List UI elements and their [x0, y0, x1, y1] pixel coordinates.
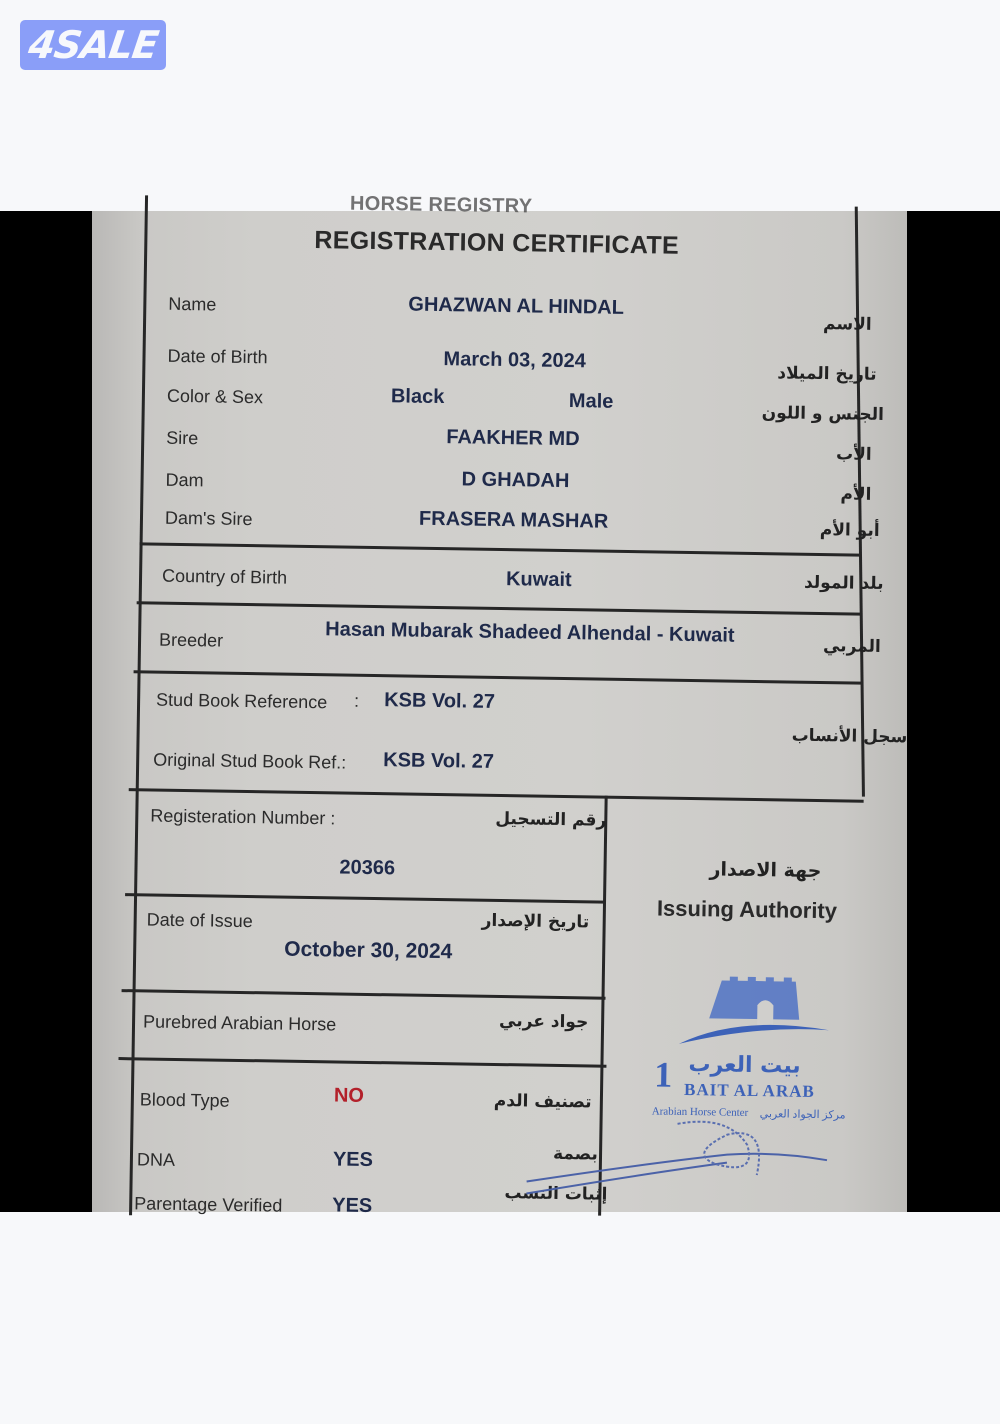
- country-label-ar: بلد المولد: [803, 572, 884, 595]
- stamp-name-ar: بيت العرب: [688, 1052, 801, 1079]
- reg-number-label: Registeration Number :: [150, 805, 336, 829]
- issue-date-label-ar: تاريخ الإصدار: [481, 910, 590, 933]
- stamp-subtitle: Arabian Horse Center: [651, 1105, 749, 1119]
- blood-type-label-ar: تصنيف الدم: [493, 1090, 592, 1113]
- stud-book-sep: :: [353, 690, 360, 711]
- issue-date-value: October 30, 2024: [284, 937, 453, 964]
- breeder-label: Breeder: [158, 629, 224, 651]
- blood-type-label: Blood Type: [139, 1089, 230, 1111]
- purebred-label: Purebred Arabian Horse: [142, 1011, 337, 1035]
- certificate-title: REGISTRATION CERTIFICATE: [314, 226, 680, 260]
- name-label: Name: [168, 293, 217, 315]
- parentage-label-ar: إثبات النسب: [504, 1183, 608, 1205]
- name-value: GHAZWAN AL HINDAL: [408, 293, 625, 319]
- sire-value: FAAKHER MD: [446, 426, 580, 451]
- dob-label: Date of Birth: [167, 345, 268, 368]
- country-label: Country of Birth: [161, 565, 288, 588]
- color-sex-label: Color & Sex: [166, 385, 264, 408]
- stamp-subtitle-ar: مركز الجواد العربي: [759, 1108, 846, 1122]
- reg-number-label-ar: رقم التسجيل: [495, 808, 607, 831]
- certificate-paper: [84, 192, 915, 1219]
- sire-label: Sire: [166, 427, 199, 449]
- dna-value: YES: [332, 1148, 374, 1172]
- issuing-authority-stamp: [636, 973, 860, 1216]
- sire-label-ar: الأب: [835, 444, 872, 465]
- stud-book-label-ar: سجل الأنساب: [791, 725, 908, 748]
- castle-icon: [659, 974, 860, 1057]
- stud-book-value: KSB Vol. 27: [383, 689, 496, 713]
- signature-icon: [526, 1111, 828, 1216]
- issuing-authority-label: Issuing Authority: [656, 895, 838, 924]
- divider: [118, 1057, 606, 1068]
- orig-stud-book-value: KSB Vol. 27: [383, 749, 495, 773]
- orig-stud-book-label: Original Stud Book Ref.:: [153, 749, 347, 773]
- divider: [125, 893, 605, 904]
- parentage-label: Parentage Verified: [134, 1193, 283, 1216]
- registry-header: HORSE REGISTRY: [349, 192, 533, 218]
- dna-label-ar: بصمة: [552, 1143, 599, 1165]
- issuing-authority-label-ar: جهة الاصدار: [709, 858, 822, 883]
- color-value: Black: [390, 385, 445, 409]
- dams-sire-label: Dam's Sire: [164, 507, 253, 530]
- certificate-photo[interactable]: [92, 192, 908, 1218]
- name-label-ar: الاسم: [822, 314, 872, 335]
- stud-book-label: Stud Book Reference: [155, 689, 328, 713]
- certificate-photo-frame: [0, 192, 1000, 1218]
- dams-sire-value: FRASERA MASHAR: [418, 507, 609, 533]
- stamp-name-en: BAIT AL ARAB: [683, 1079, 815, 1101]
- border-left: [129, 195, 148, 1215]
- brand-logo[interactable]: [20, 20, 166, 70]
- dob-label-ar: تاريخ الميلاد: [777, 363, 877, 385]
- brand-logo-text: 4SALE: [25, 23, 161, 67]
- blood-type-value: NO: [333, 1084, 365, 1107]
- dam-label: Dam: [165, 469, 204, 491]
- color-sex-label-ar: الجنس و اللون: [761, 403, 885, 425]
- dams-sire-label-ar: أبو الأم: [819, 520, 880, 541]
- issue-date-label: Date of Issue: [146, 909, 253, 932]
- dna-label: DNA: [136, 1149, 176, 1170]
- dob-value: March 03, 2024: [443, 348, 587, 373]
- divider: [137, 601, 861, 615]
- divider: [140, 542, 860, 556]
- dam-label-ar: الأم: [840, 484, 872, 505]
- dam-value: D GHADAH: [461, 468, 570, 493]
- country-value: Kuwait: [505, 568, 572, 592]
- sex-value: Male: [568, 390, 614, 413]
- parentage-value: YES: [332, 1194, 373, 1218]
- stamp-number: 1: [654, 1054, 673, 1095]
- breeder-value: Hasan Mubarak Shadeed Alhendal - Kuwait: [325, 618, 735, 647]
- reg-number-value: 20366: [339, 856, 396, 880]
- breeder-label-ar: المربي: [822, 636, 881, 657]
- divider: [122, 989, 606, 1000]
- divider: [129, 788, 864, 803]
- divider: [134, 670, 862, 684]
- purebred-label-ar: جواد عربي: [498, 1011, 589, 1033]
